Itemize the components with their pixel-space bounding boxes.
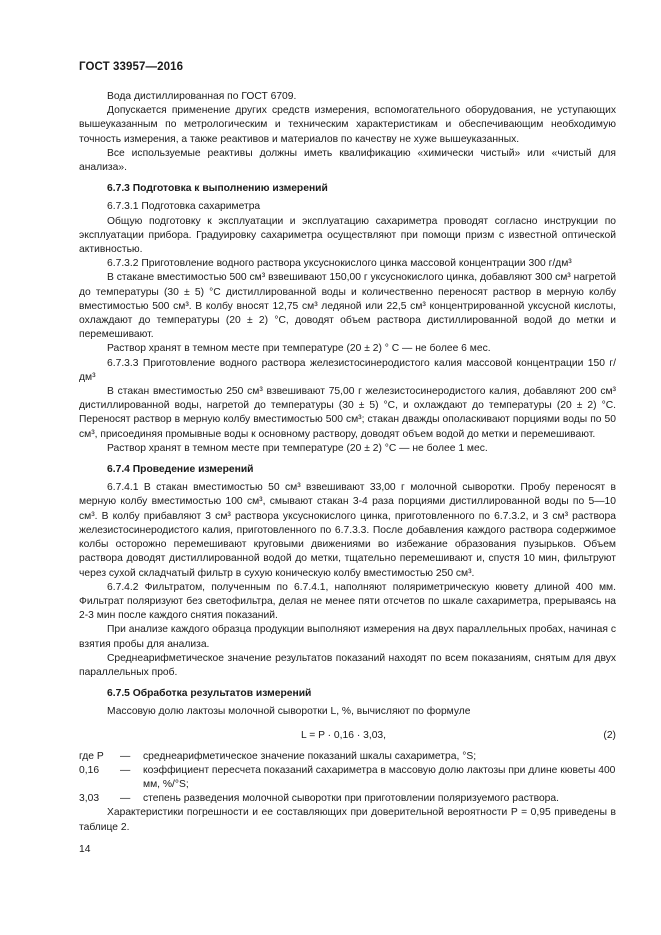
definition-text: коэффициент пересчета показаний сахариметра в массовую долю лактозы при длине кюветы 400 мм, %/°S;: [143, 764, 616, 790]
formula-row: [79, 729, 616, 743]
definition-dash: —: [120, 793, 131, 805]
paragraph: Раствор хранят в темном месте при температуре (20 ± 2) ° С — не более 6 мес.: [107, 343, 491, 355]
definition-row: [79, 792, 616, 806]
paragraph: Среднеарифметическое значение результатов показаний находят по всем показаниям, снятым для двух параллельных проб.: [79, 652, 616, 678]
definition-dash: —: [120, 750, 131, 762]
paragraph: 6.7.3.3 Приготовление водного раствора железистосинеродистого калия массовой концентрации 150 г/дм³: [79, 357, 616, 383]
section-heading: 6.7.4 Проведение измерений: [107, 464, 254, 476]
definition-text: степень разведения молочной сыворотки при приготовлении поляризуемого раствора.: [143, 793, 559, 805]
definition-dash: —: [120, 764, 131, 776]
definition-symbol: 3,03: [79, 793, 100, 805]
paragraph: Допускается применение других средств измерения, вспомогательного оборудования, не уступающих вышеуказанным по метрологическим и техническим характеристикам и обеспечивающим необходимую точность измерения, а также реактивов и материалов по качеству не хуже вышеуказанных.: [79, 105, 616, 145]
paragraph: 6.7.3.1 Подготовка сахариметра: [107, 201, 261, 213]
paragraph: Вода дистиллированная по ГОСТ 6709.: [107, 91, 297, 102]
section-heading: 6.7.3 Подготовка к выполнению измерений: [107, 183, 328, 195]
formula-number: (2): [603, 729, 616, 741]
paragraph: Общую подготовку к эксплуатации и эксплуатацию сахариметра проводят согласно инструкции по эксплуатации прибора. Градуировку сахариметра осуществляют при помощи призм с известной оптической активностью.: [79, 215, 616, 256]
definition-symbol: где P: [79, 750, 104, 762]
paragraph: При анализе каждого образца продукции выполняют измерения на двух параллельных пробах, начиная с взятия пробы для анализа.: [79, 624, 616, 650]
paragraph: В стакан вместимостью 250 см³ взвешивают 75,00 г железистосинеродистого калия, добавляют 200 см³ дистиллированной воды, нагретой до температуры (30 ± 5) °С, и охлаждают до температуры (20 ± 2) °С. Переносят раствор в мерную колбу вместимостью 500 см³; стакан дважды ополаскивают порциями воды по 50 см³, присоединяя промывные воды к основному раствору, доводят объем водой до метки и перемешивают.: [79, 386, 616, 440]
document-header: ГОСТ 33957—2016: [79, 61, 184, 73]
formula: L = P · 0,16 · 3,03,: [301, 729, 387, 741]
definition-row: [79, 750, 616, 764]
document-body: [79, 90, 616, 835]
paragraph: 6.7.3.2 Приготовление водного раствора уксуснокислого цинка массовой концентрации 300 г/дм³: [107, 258, 572, 270]
paragraph: Массовую долю лактозы молочной сыворотки L, %, вычисляют по формуле: [107, 706, 471, 718]
paragraph: В стакане вместимостью 500 см³ взвешивают 150,00 г уксуснокислого цинка, добавляют 300 см³ нагретой до температуры (30 ± 5) °С дистиллированной воды и количественно переносят раствор в мерную колбу вместимостью 500 см³. В колбу вносят 12,75 см³ ледяной или 22,5 см³ концентрированной уксусной кислоты, охлаждают до температуры (20 ± 2) °С, доводят объем раствора дистиллированной водой до метки и перемешивают.: [79, 272, 616, 341]
definitions-list: [79, 750, 616, 807]
page-number: 14: [79, 844, 91, 855]
definition-symbol: 0,16: [79, 764, 100, 776]
section-heading: 6.7.5 Обработка результатов измерений: [107, 688, 312, 700]
closing-paragraph: Характеристики погрешности и ее составляющих при доверительной вероятности P = 0,95 приведены в таблице 2.: [79, 807, 616, 833]
paragraph: Все используемые реактивы должны иметь квалификацию «химически чистый» или «чистый для анализа».: [79, 147, 616, 174]
paragraph: 6.7.4.1 В стакан вместимостью 50 см³ взвешивают 33,00 г молочной сыворотки. Пробу переносят в мерную колбу вместимостью 100 см³, смывают стакан 3-4 раза порциями дистиллированной воды по 5—10 см³. В колбу прибавляют 3 см³ раствора уксуснокислого цинка, приготовленного по 6.7.3.2, и 3 см³ раствора железистосинеродистого калия, приготовленного по 6.7.3.3. После добавления каждого раствора содержимое колбы осторожно перемешивают круговыми движениями во избежание образования пузырьков. Объем раствора доводят дистиллированной водой до метки, тщательно перемешивают и, спустя 10 мин, фильтруют через сухой складчатый фильтр в сухую коническую колбу вместимостью 250 см³.: [79, 482, 616, 579]
paragraph: Раствор хранят в темном месте при температуре (20 ± 2) °С — не более 1 мес.: [107, 442, 488, 454]
definition-row: [79, 764, 616, 792]
paragraph: 6.7.4.2 Фильтратом, полученным по 6.7.4.1, наполняют поляриметрическую кювету длиной 400 мм. Фильтрат поляризуют без светофильтра, делая не менее пяти отсчетов по шкале сахариметра, прерываясь на 2-3 мин после каждого снятия показаний.: [79, 581, 616, 622]
definition-text: среднеарифметическое значение показаний шкалы сахариметра, °S;: [143, 750, 477, 762]
